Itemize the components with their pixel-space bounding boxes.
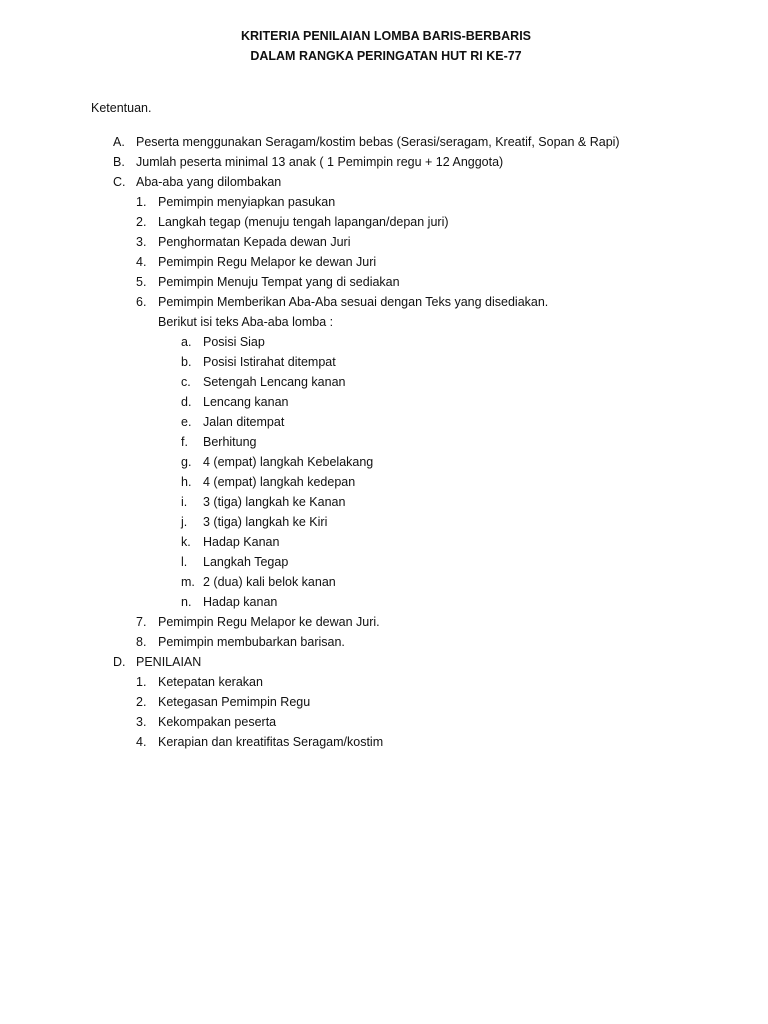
list-item-text: Kerapian dan kreatifitas Seragam/kostim [158,735,384,749]
list-marker: 7. [136,615,147,629]
list-item-text: Setengah Lencang kanan [203,375,346,389]
list-marker: e. [181,415,192,429]
list-item-text: Jalan ditempat [203,415,285,429]
list-item-text: Pemimpin membubarkan barisan. [158,635,345,649]
list-item-text: Lencang kanan [203,395,289,409]
list-item-text: Pemimpin Regu Melapor ke dewan Juri [158,255,377,269]
list-marker: C. [113,175,126,189]
list-item-text: Aba-aba yang dilombakan [136,175,282,189]
sub-heading: Berikut isi teks Aba-aba lomba : [158,315,334,329]
list-marker: g. [181,455,192,469]
list-item-text: Kekompakan peserta [158,715,277,729]
list-item-text: Pemimpin Menuju Tempat yang di sediakan [158,275,400,289]
list-marker: 3. [136,715,147,729]
list-marker: A. [113,135,125,149]
list-item-text: Berhitung [203,435,257,449]
list-item-text: Posisi Istirahat ditempat [203,355,336,369]
list-item-text: 4 (empat) langkah Kebelakang [203,455,374,469]
list-marker: 1. [136,675,147,689]
list-marker: b. [181,355,192,369]
list-marker: j. [181,515,188,529]
list-item-text: 3 (tiga) langkah ke Kanan [203,495,346,509]
list-item-text: Penghormatan Kepada dewan Juri [158,235,351,249]
list-item-text: Hadap Kanan [203,535,280,549]
list-item-text: Ketepatan kerakan [158,675,263,689]
list-marker: n. [181,595,192,609]
document-title-line1: KRITERIA PENILAIAN LOMBA BARIS-BERBARIS [240,29,532,43]
list-item-text: 3 (tiga) langkah ke Kiri [203,515,328,529]
list-item-text: Ketegasan Pemimpin Regu [158,695,311,709]
list-marker: 5. [136,275,147,289]
list-marker: f. [181,435,188,449]
list-marker: m. [181,575,195,589]
list-item-text: Pemimpin menyiapkan pasukan [158,195,336,209]
list-marker: d. [181,395,192,409]
list-marker: 3. [136,235,147,249]
list-item-text: 4 (empat) langkah kedepan [203,475,356,489]
list-marker: a. [181,335,192,349]
list-marker: 8. [136,635,147,649]
list-marker: 2. [136,695,147,709]
list-marker: l. [181,555,188,569]
list-marker: D. [113,655,126,669]
list-marker: 6. [136,295,147,309]
list-item-text: 2 (dua) kali belok kanan [203,575,336,589]
list-marker: B. [113,155,125,169]
list-marker: 2. [136,215,147,229]
list-item-text: Pemimpin Memberikan Aba-Aba sesuai dengan Teks yang disediakan. [158,295,549,309]
list-item-text: Hadap kanan [203,595,278,609]
list-item-text: PENILAIAN [136,655,202,669]
list-item-text: Jumlah peserta minimal 13 anak ( 1 Pemimpin regu + 12 Anggota) [136,155,504,169]
section-heading: Ketentuan. [91,101,152,115]
list-marker: i. [181,495,188,509]
list-marker: 4. [136,255,147,269]
list-item-text: Posisi Siap [203,335,265,349]
list-marker: 4. [136,735,147,749]
list-item-text: Peserta menggunakan Seragam/kostim bebas (Serasi/seragam, Kreatif, Sopan & Rapi) [136,135,620,149]
document-title-line2: DALAM RANGKA PERINGATAN HUT RI KE-77 [250,49,522,63]
list-marker: c. [181,375,191,389]
list-marker: 1. [136,195,147,209]
list-item-text: Langkah Tegap [203,555,289,569]
list-item-text: Pemimpin Regu Melapor ke dewan Juri. [158,615,380,629]
list-item-text: Langkah tegap (menuju tengah lapangan/depan juri) [158,215,449,229]
list-marker: h. [181,475,192,489]
list-marker: k. [181,535,191,549]
